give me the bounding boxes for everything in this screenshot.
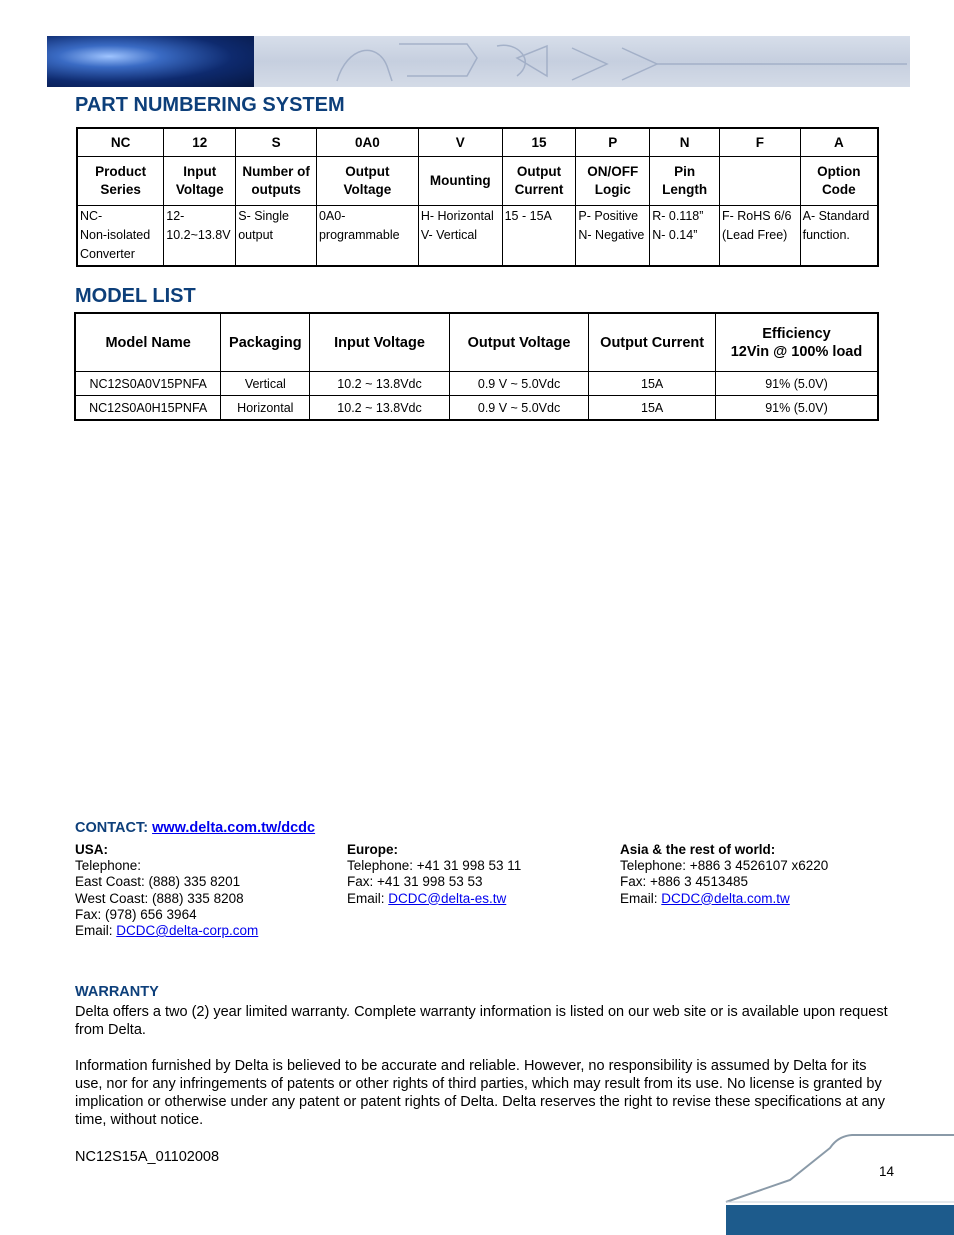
field-name-cell: Option Code [800, 157, 878, 206]
table-cell: NC12S0A0H15PNFA [75, 396, 221, 421]
part-numbering-title: PART NUMBERING SYSTEM [75, 94, 345, 116]
code-cell: 0A0 [316, 128, 418, 157]
disclaimer-text: Information furnished by Delta is believed to be accurate and reliable. However, no responsibility is assumed by Delta for its use, nor for any infringements of patents or other rights of third parties, which may result from its use. No license is granted by implication or otherwise under any patent or patent rights of Delta. Delta reserves the right to revise these specifications at any time, without notice. [75, 1058, 886, 1128]
description-cell: F- RoHS 6/6 (Lead Free) [720, 206, 801, 267]
footer-swoosh [720, 1130, 954, 1210]
field-name-cell: Output Current [502, 157, 576, 206]
warranty-heading: WARRANTY [75, 984, 159, 1000]
column-header: Packaging [221, 313, 310, 372]
code-cell: NC [77, 128, 164, 157]
contact-website-link[interactable]: www.delta.com.tw/dcdc [152, 820, 316, 836]
field-name-row [77, 157, 878, 206]
code-cell: 12 [164, 128, 236, 157]
contact-usa-heading: USA: [75, 842, 108, 857]
contact-email-line: Email: DCDC@delta-es.tw [347, 890, 507, 906]
footer-bar [726, 1205, 954, 1235]
contact-line: Telephone: +41 31 998 53 11 [347, 858, 522, 874]
code-cell: N [650, 128, 720, 157]
field-name-cell: Output Voltage [316, 157, 418, 206]
usa-email-link[interactable]: DCDC@delta-corp.com [116, 923, 259, 939]
contact-email-line: Email: DCDC@delta.com.tw [620, 890, 790, 906]
contact-line: Fax: (978) 656 3964 [75, 906, 197, 922]
table-cell: 91% (5.0V) [715, 396, 878, 421]
description-cell: A- Standard function. [800, 206, 878, 267]
contact-heading [75, 820, 315, 836]
column-header: Output Voltage [449, 313, 589, 372]
table-cell: 10.2 ~ 13.8Vdc [310, 396, 450, 421]
description-cell: S- Single output [236, 206, 317, 267]
contact-europe [347, 842, 521, 907]
code-cell: A [800, 128, 878, 157]
contact-europe-heading: Europe: [347, 842, 399, 857]
code-cell: P [576, 128, 650, 157]
column-header: Model Name [75, 313, 221, 372]
description-cell: NC- Non-isolated Converter [77, 206, 164, 267]
description-cell: 0A0- programmable [316, 206, 418, 267]
description-cell: H- Horizontal V- Vertical [418, 206, 502, 267]
warranty-text: Delta offers a two (2) year limited warranty. Complete warranty information is listed on our web site or is available upon request from Delta. [75, 1004, 888, 1038]
banner-decoration [47, 36, 910, 87]
table-row [75, 372, 878, 396]
table-cell: 10.2 ~ 13.8Vdc [310, 372, 450, 396]
contact-asia [620, 842, 828, 907]
description-cell: R- 0.118” N- 0.14” [650, 206, 720, 267]
description-cell: 12- 10.2~13.8V [164, 206, 236, 267]
code-cell: S [236, 128, 317, 157]
document-id: NC12S15A_01102008 [75, 1149, 220, 1165]
europe-email-link[interactable]: DCDC@delta-es.tw [388, 890, 507, 906]
field-name-cell [720, 157, 801, 206]
contact-line: Telephone: +886 3 4526107 x6220 [620, 858, 829, 874]
table-cell: Vertical [221, 372, 310, 396]
table-row [75, 396, 878, 421]
field-name-cell: Mounting [418, 157, 502, 206]
table-cell: Horizontal [221, 396, 310, 421]
field-name-cell: Input Voltage [164, 157, 236, 206]
field-name-cell: Number of outputs [236, 157, 317, 206]
field-name-cell: Product Series [77, 157, 164, 206]
table-cell: 0.9 V ~ 5.0Vdc [449, 396, 589, 421]
contact-line: East Coast: (888) 335 8201 [75, 874, 241, 890]
code-cell: F [720, 128, 801, 157]
contact-email-line: Email: DCDC@delta-corp.com [75, 923, 259, 939]
contact-usa [75, 842, 258, 939]
description-cell: 15 - 15A [502, 206, 576, 267]
table-cell: 15A [589, 396, 716, 421]
contact-label: CONTACT: [75, 820, 149, 836]
table-cell: 0.9 V ~ 5.0Vdc [449, 372, 589, 396]
description-cell: P- Positive N- Negative [576, 206, 650, 267]
column-header: Input Voltage [310, 313, 450, 372]
column-header: Output Current [589, 313, 716, 372]
contact-asia-heading: Asia & the rest of world: [620, 842, 776, 857]
field-name-cell: ON/OFF Logic [576, 157, 650, 206]
part-numbering-table [76, 127, 879, 267]
asia-email-link[interactable]: DCDC@delta.com.tw [661, 890, 790, 906]
table-cell: 15A [589, 372, 716, 396]
description-row [77, 206, 878, 267]
code-cell: 15 [502, 128, 576, 157]
page-number: 14 [879, 1164, 895, 1179]
model-list-table [74, 312, 879, 421]
contact-line: Fax: +41 31 998 53 53 [347, 874, 483, 890]
column-header: Efficiency 12Vin @ 100% load [715, 313, 878, 372]
code-row [77, 128, 878, 157]
field-name-cell: Pin Length [650, 157, 720, 206]
contact-line: West Coast: (888) 335 8208 [75, 890, 244, 906]
model-list-title: MODEL LIST [75, 285, 196, 307]
table-cell: 91% (5.0V) [715, 372, 878, 396]
table-cell: NC12S0A0V15PNFA [75, 372, 221, 396]
contact-line: Fax: +886 3 4513485 [620, 874, 748, 890]
contact-line: Telephone: [75, 858, 142, 874]
model-list-header-row [75, 313, 878, 372]
code-cell: V [418, 128, 502, 157]
header-banner [47, 36, 910, 87]
